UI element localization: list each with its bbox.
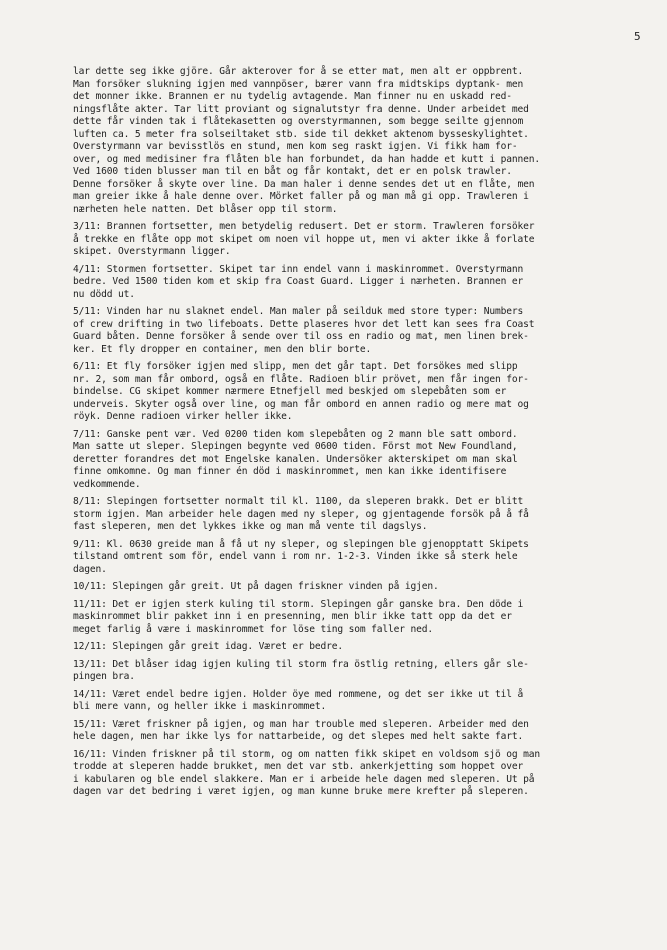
entry-5-11: 5/11: Vinden har nu slaknet endel. Man maler på seilduk med store typer: Numbers of crew drifting in two lifeboats. Dette plaseres hvor det lett kan sees fra Coast Guard båten. Denne forsöker å sende over til oss en radio og mat, men linen brek- ker. Et fly dropper en container, men den blir borte. <box>73 306 535 355</box>
document-body <box>73 66 621 804</box>
entry-4-11: 4/11: Stormen fortsetter. Skipet tar inn endel vann i maskinrommet. Overstyrmann bedre. Ved 1500 tiden kom et skip fra Coast Guard. Ligger i nærheten. Brannen er nu dödd ut. <box>73 263 524 300</box>
entry-6-11: 6/11: Et fly forsöker igjen med slipp, men det går tapt. Det forsökes med slipp nr. 2, som man får ombord, også en flåte. Radioen blir prövet, men får ingen for- bindelse. CG skipet kommer nærmere Etnefjell med beskjed om slepebåten som er underveis. Skyter også over line, og man får ombord en annen radio og mere mat og röyk. Denne radioen virker heller ikke. <box>73 361 529 422</box>
entry-13-11: 13/11: Det blåser idag igjen kuling til storm fra östlig retning, ellers går sle- pingen bra. <box>73 658 529 682</box>
entry-12-11: 12/11: Slepingen går greit idag. Været er bedre. <box>73 641 344 652</box>
entry-3-11: 3/11: Brannen fortsetter, men betydelig redusert. Det er storm. Trawleren forsöker å trekke en flåte opp mot skipet om noen vil hoppe ut, men vi akter ikke å forlate skipet. Overstyrmann ligger. <box>73 221 535 257</box>
entry-14-11: 14/11: Været endel bedre igjen. Holder öye med rommene, og det ser ikke ut til å bli mere vann, og heller ikke i maskinrommet. <box>73 688 524 712</box>
paragraph-continuation: lar dette seg ikke gjöre. Går akterover for å se etter mat, men alt er oppbrent. Man forsöker slukning igjen med vannpöser, bærer vann fra midtskips dyptank- men det monner ikke. Brannen er nu tydelig avtagende. Man finner nu en uskadd red- ningsflåte akter. Tar litt proviant og signalutstyr fra denne. Under arbeidet med dette får vinden tak i flåtekasetten og overstyrmannen, som begge seilte gjennom luften ca. 5 meter fra solseiltaket stb. side til dekket aktenom bysseskylightet. Overstyrmann var bevisstlös en stund, men kom seg raskt igjen. Vi fikk ham for- over, og med medisiner fra flåten ble han forbundet, da han hadde et kutt i pannen. Ved 1600 tiden blusser man til en båt og får kontakt, det er en polsk trawler. Denne forsöker å skyte over line. Da man haler i denne sendes det ut en flåte, men man greier ikke å hale denne over. Mörket faller på og man må gi opp. Trawleren i nærheten hele natten. Det blåser opp til storm. <box>73 66 540 215</box>
entry-9-11: 9/11: Kl. 0630 greide man å få ut ny sleper, og slepingen ble gjenopptatt Skipets tilstand omtrent som för, endel vann i rom nr. 1-2-3. Vinden ikke så sterk hele dagen. <box>73 538 529 575</box>
entry-10-11: 10/11: Slepingen går greit. Ut på dagen friskner vinden på igjen. <box>73 581 439 592</box>
entry-11-11: 11/11: Det er igjen sterk kuling til storm. Slepingen går ganske bra. Den döde i maskinrommet blir pakket inn i en presenning, men blir ikke tatt opp da det er meget farlig å være i maskinrommet for löse ting som faller ned. <box>73 598 524 635</box>
entry-8-11: 8/11: Slepingen fortsetter normalt til kl. 1100, da sleperen brakk. Det er blitt storm igjen. Man arbeider hele dagen med ny sleper, og gjentagende forsök på å få fast sleperen, men det lykkes ikke og man må vente til dagslys. <box>73 496 529 532</box>
page-number: 5 <box>634 30 641 43</box>
entry-16-11: 16/11: Vinden friskner på til storm, og om natten fikk skipet en voldsom sjö og man trodde at sleperen hadde brukket, men det var stb. ankerkjetting som hoppet over i kabularen og ble endel slakkere. Man er i arbeide hele dagen med sleperen. Ut på dagen var det bedring i været igjen, og man kunne bruke mere krefter på sleperen. <box>73 748 540 797</box>
entry-15-11: 15/11: Været friskner på igjen, og man har trouble med sleperen. Arbeider med den hele dagen, men har ikke lys for nattarbeide, og det slepes med helt sakte fart. <box>73 718 529 742</box>
entry-7-11: 7/11: Ganske pent vær. Ved 0200 tiden kom slepebåten og 2 mann ble satt ombord. Man satte ut sleper. Slepingen begynte ved 0600 tiden. Först mot New Foundland, deretter forandres det mot Engelske kanalen. Undersöker akterskipet om man skal finne omkomne. Og man finner én död i maskinrommet, men kan ikke identifisere vedkommende. <box>73 428 518 490</box>
